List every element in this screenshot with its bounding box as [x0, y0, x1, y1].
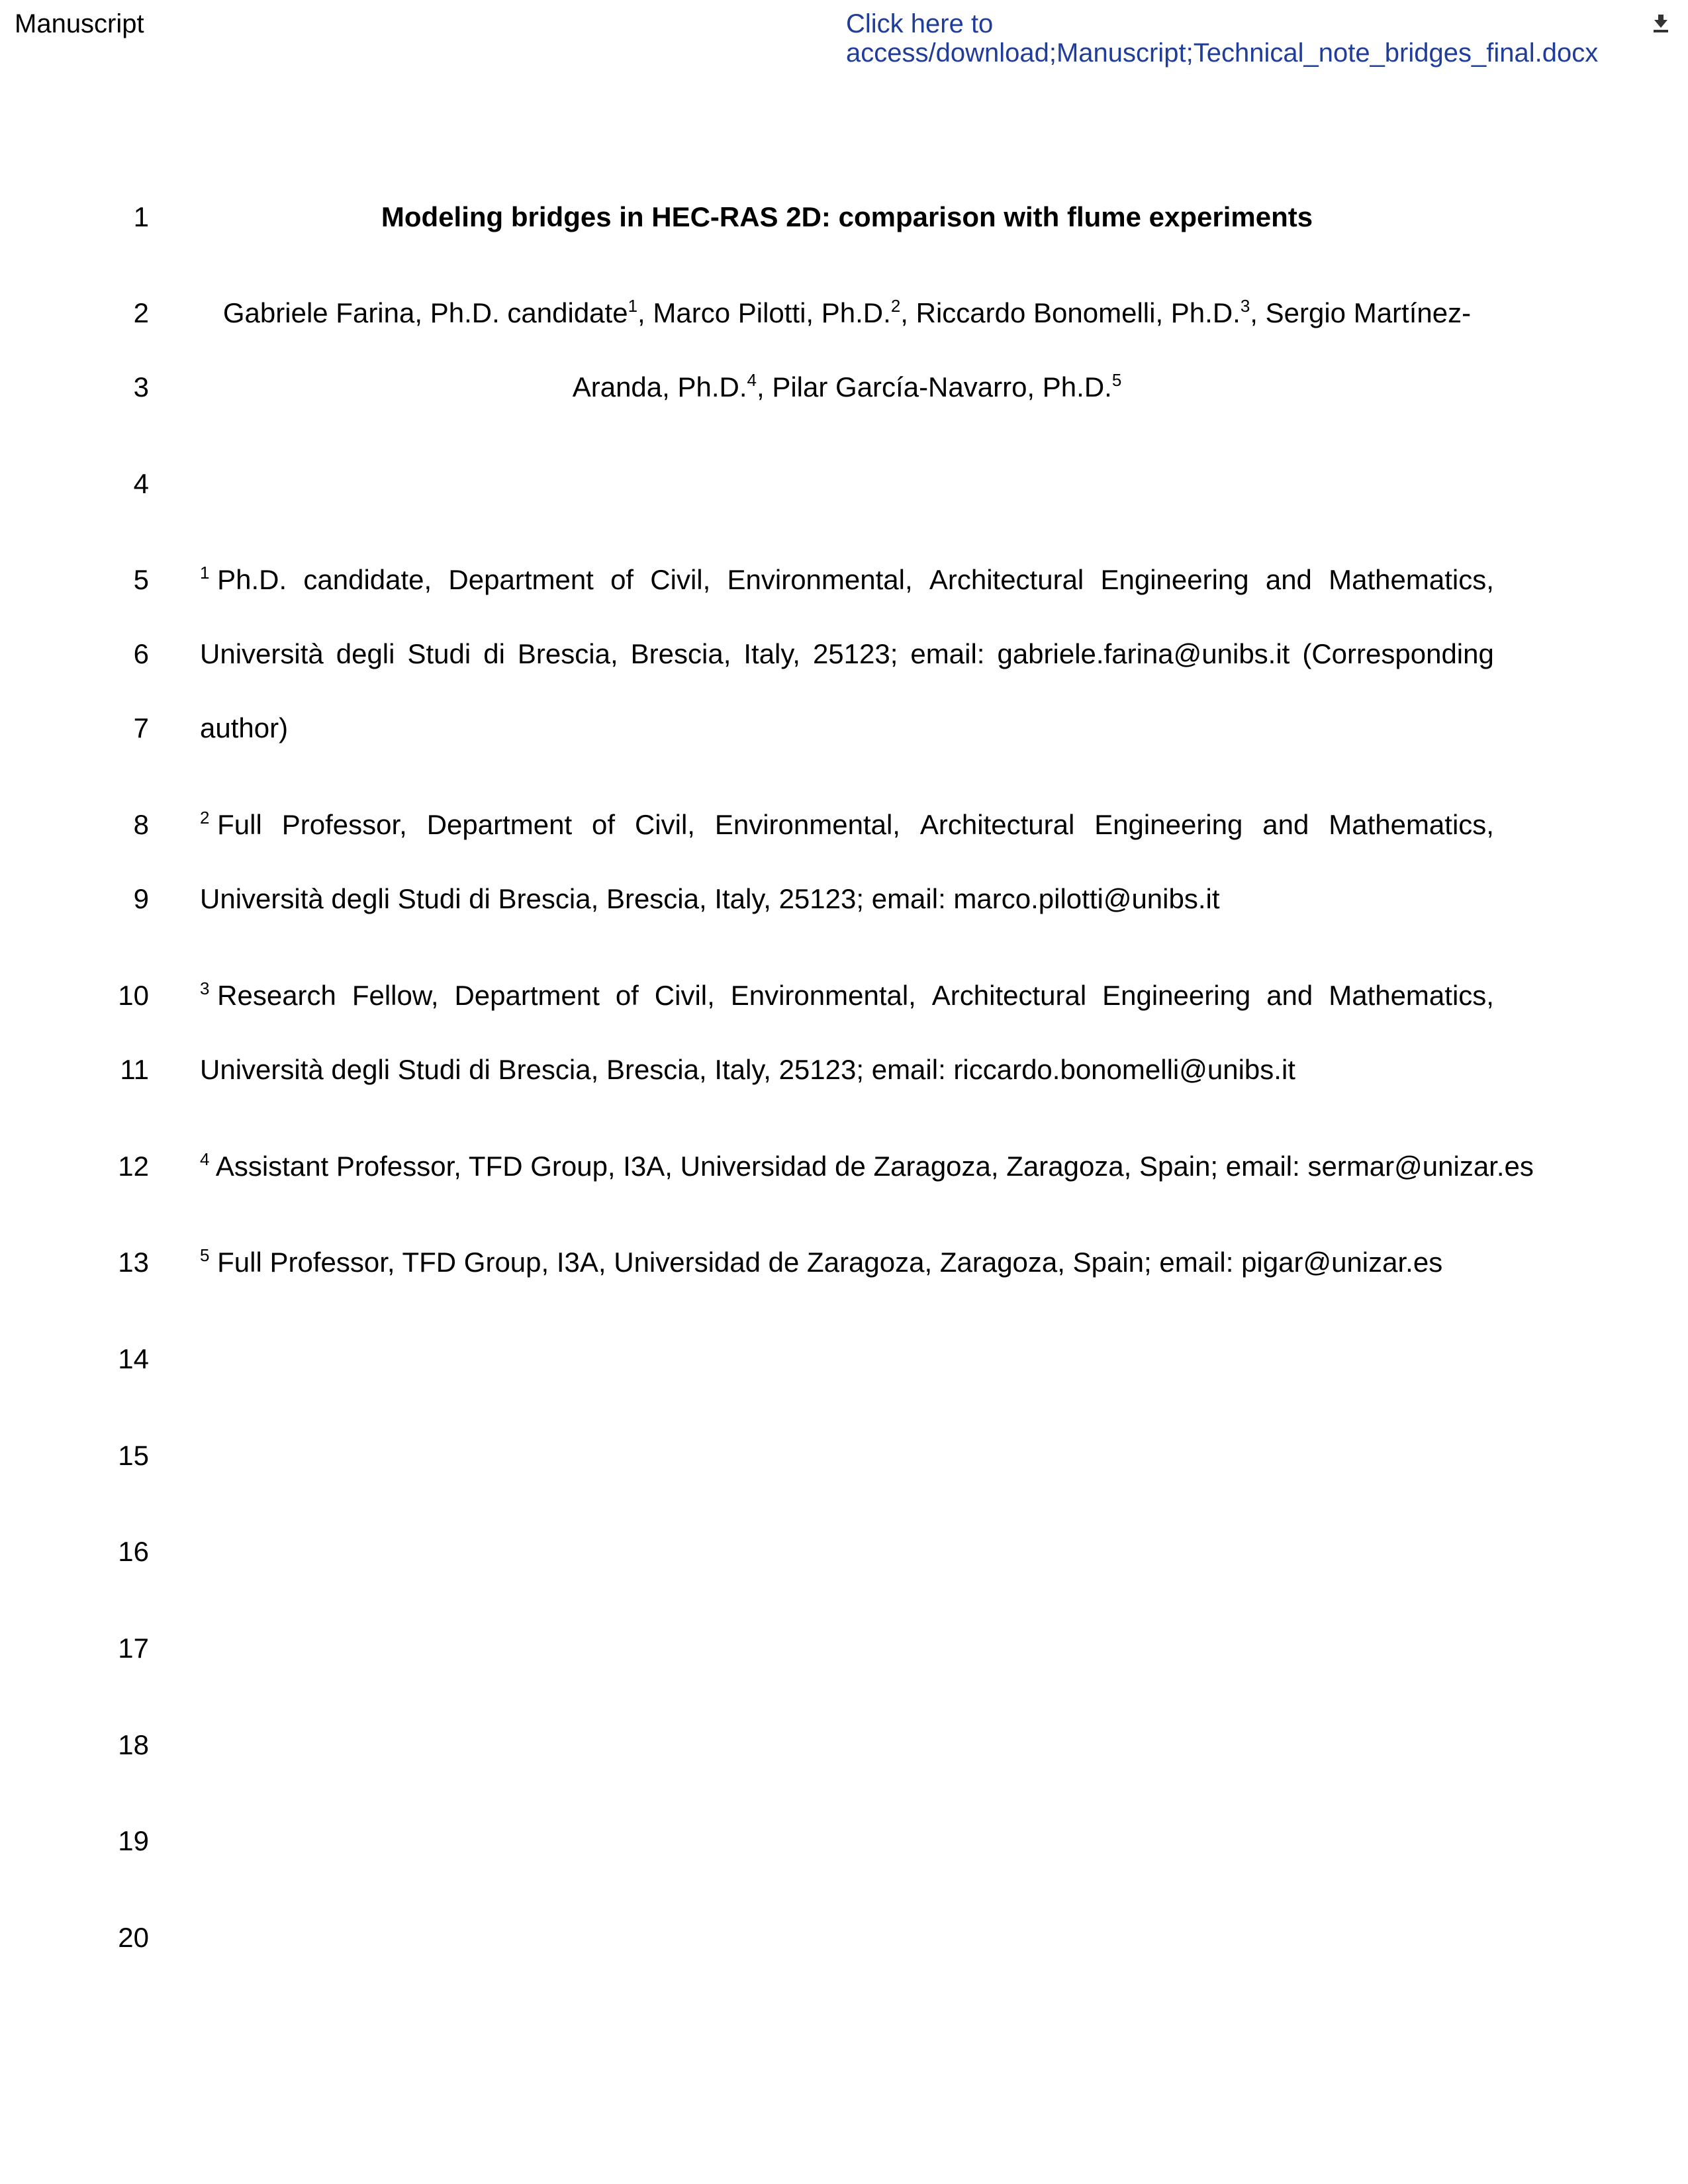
manuscript-line-11	[0, 1050, 1688, 1090]
authors-line-2	[200, 367, 1494, 407]
affiliation-superscript: 5	[200, 1245, 210, 1265]
affiliation-word: degli	[336, 638, 395, 669]
line-number: 19	[118, 1825, 149, 1856]
affiliation-word: Department	[454, 980, 600, 1011]
line-number: 12	[118, 1151, 149, 1182]
affiliation-email: gabriele.farina@unibs.it	[997, 638, 1290, 669]
author-text: Gabriele Farina, Ph.D. candidate	[222, 297, 628, 328]
affiliation-1-line-1	[200, 560, 1494, 600]
line-number: 20	[118, 1922, 149, 1953]
author-text: , Sergio Martínez-	[1250, 297, 1472, 328]
manuscript-line-17	[0, 1629, 1688, 1668]
line-number: 4	[133, 468, 149, 499]
line-number: 14	[118, 1343, 149, 1374]
manuscript-line-7	[0, 708, 1688, 748]
line-number: 9	[133, 883, 149, 914]
paper-title: Modeling bridges in HEC-RAS 2D: comparison with flume experiments	[381, 201, 1313, 232]
author-superscript: 5	[1111, 370, 1122, 390]
line-number: 6	[133, 638, 149, 669]
affiliation-word: Civil,	[634, 809, 695, 840]
line-number: 13	[118, 1247, 149, 1278]
affiliation-superscript: 2	[200, 808, 210, 828]
affiliation-word: 25123;	[812, 638, 898, 669]
affiliation-word: Studi	[407, 638, 471, 669]
affiliation-word: $^2$ Full	[200, 808, 262, 840]
affiliation-word: Italy,	[743, 638, 800, 669]
affiliation-word: Mathematics,	[1329, 809, 1494, 840]
affiliation-word: and	[1266, 980, 1313, 1011]
affiliation-3-line-2: Università degli Studi di Brescia, Brescia, Italy, 25123; email: riccardo.bonomelli@unibs.it	[200, 1054, 1295, 1085]
author-superscript: 4	[747, 370, 757, 390]
link-line-1[interactable]: Click here to	[846, 9, 994, 38]
affiliation-text: Assistant Professor, TFD Group, I3A, Universidad de Zaragoza, Zaragoza, Spain; email: sermar@unizar.es	[209, 1151, 1534, 1182]
affiliation-word: Architectural	[929, 564, 1084, 595]
manuscript-line-2	[0, 293, 1688, 333]
line-number: 1	[133, 201, 149, 232]
manuscript-line-15	[0, 1436, 1688, 1476]
affiliation-word: Università	[200, 638, 324, 669]
affiliation-word: Engineering	[1102, 980, 1251, 1011]
manuscript-line-9	[0, 879, 1688, 919]
author-text: Aranda, Ph.D.	[572, 371, 747, 403]
line-number: 7	[133, 712, 149, 743]
affiliation-word: Professor,	[281, 809, 407, 840]
manuscript-line-3	[0, 367, 1688, 407]
author-superscript: 2	[890, 296, 901, 316]
line-number: 8	[133, 809, 149, 840]
authors-line-1	[200, 293, 1494, 333]
author-text: , Pilar García-Navarro, Ph.D.	[757, 371, 1112, 403]
affiliation-word: Department	[448, 564, 594, 595]
affiliation-word: Fellow,	[352, 980, 439, 1011]
affiliation-word: of	[592, 809, 616, 840]
manuscript-line-18	[0, 1725, 1688, 1765]
affiliation-word: email:	[910, 638, 985, 669]
affiliation-word: $^3$ Research	[200, 978, 336, 1011]
affiliation-word: Engineering	[1094, 809, 1243, 840]
author-superscript: 1	[628, 296, 638, 316]
manuscript-line-5	[0, 560, 1688, 600]
affiliation-word: Brescia,	[517, 638, 618, 669]
affiliation-word: Mathematics,	[1329, 980, 1494, 1011]
affiliation-superscript: 1	[200, 563, 210, 583]
affiliation-2-line-2: Università degli Studi di Brescia, Brescia, Italy, 25123; email: marco.pilotti@unibs.it	[200, 883, 1220, 914]
manuscript-line-19	[0, 1821, 1688, 1861]
line-number: 11	[120, 1054, 149, 1085]
affiliation-word: Department	[426, 809, 573, 840]
affiliation-3-line-1	[200, 976, 1494, 1016]
manuscript-line-16	[0, 1532, 1688, 1572]
affiliation-text: Full Professor, TFD Group, I3A, Universidad de Zaragoza, Zaragoza, Spain; email: pigar@unizar.es	[209, 1247, 1443, 1278]
affiliation-superscript: 3	[200, 978, 210, 998]
affiliation-word: Environmental,	[727, 564, 913, 595]
line-number: 18	[118, 1729, 149, 1760]
affiliation-word: Civil,	[654, 980, 715, 1011]
affiliation-word: and	[1265, 564, 1312, 595]
affiliation-5	[200, 1243, 1494, 1282]
line-number: 2	[133, 297, 149, 328]
affiliation-word: of	[615, 980, 639, 1011]
affiliation-word: Architectural	[919, 809, 1075, 840]
affiliation-word: Architectural	[931, 980, 1087, 1011]
author-superscript: 3	[1240, 296, 1250, 316]
affiliation-word: and	[1262, 809, 1309, 840]
manuscript-line-1	[0, 197, 1688, 237]
manuscript-line-10	[0, 976, 1688, 1016]
affiliation-word: $^1$ Ph.D.	[200, 563, 287, 595]
line-number: 5	[133, 564, 149, 595]
affiliation-word: di	[483, 638, 505, 669]
line-number: 15	[118, 1440, 149, 1471]
manuscript-line-6	[0, 634, 1688, 674]
line-number: 3	[133, 371, 149, 403]
line-number: 16	[118, 1536, 149, 1567]
affiliation-1-line-3: author)	[200, 712, 289, 743]
link-line-2[interactable]: access/download;Manuscript;Technical_note_bridges_final.docx	[846, 38, 1599, 68]
manuscript-line-8	[0, 805, 1688, 845]
affiliation-word: Civil,	[650, 564, 711, 595]
affiliation-word: Mathematics,	[1329, 564, 1494, 595]
affiliation-2-line-1	[200, 805, 1494, 845]
affiliation-word: Engineering	[1100, 564, 1249, 595]
affiliation-4	[200, 1147, 1534, 1186]
affiliation-word: Environmental,	[730, 980, 916, 1011]
manuscript-label: Manuscript	[15, 9, 144, 38]
author-text: , Marco Pilotti, Ph.D.	[637, 297, 891, 328]
download-manuscript-link[interactable]	[846, 9, 1598, 68]
manuscript-line-14	[0, 1339, 1688, 1379]
affiliation-word: Brescia,	[630, 638, 731, 669]
affiliation-word: of	[610, 564, 634, 595]
author-text: , Riccardo Bonomelli, Ph.D.	[900, 297, 1241, 328]
affiliation-superscript: 4	[200, 1149, 210, 1169]
line-number: 10	[118, 980, 149, 1011]
manuscript-line-12	[0, 1147, 1688, 1186]
download-icon[interactable]	[1652, 15, 1669, 33]
manuscript-line-13	[0, 1243, 1688, 1282]
manuscript-line-4	[0, 464, 1688, 504]
line-number: 17	[118, 1633, 149, 1664]
affiliation-word: (Corresponding	[1302, 638, 1494, 669]
manuscript-line-20	[0, 1918, 1688, 1958]
affiliation-word: Environmental,	[714, 809, 900, 840]
affiliation-1-line-2	[200, 634, 1494, 674]
affiliation-word: candidate,	[303, 564, 432, 595]
